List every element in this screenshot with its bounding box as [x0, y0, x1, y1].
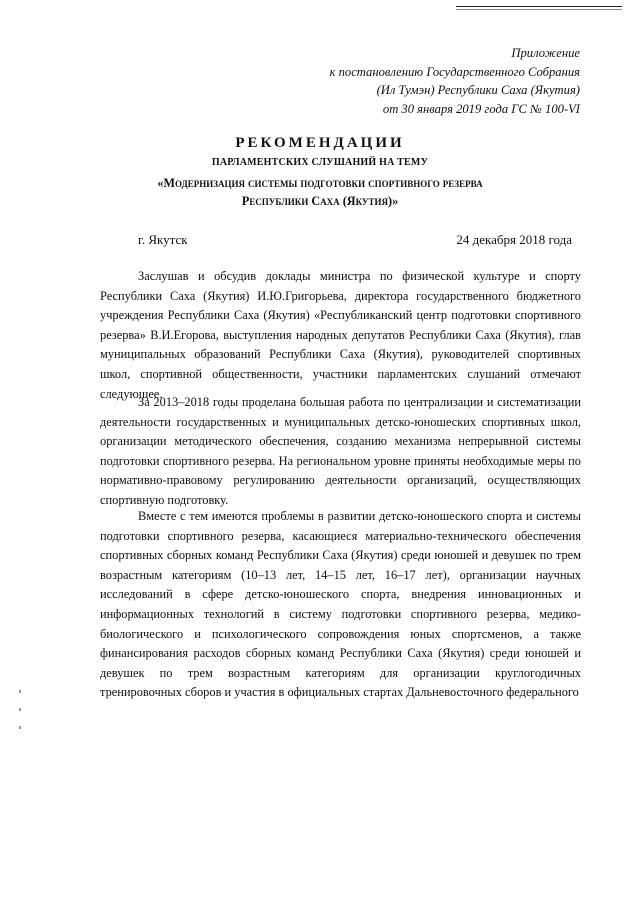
document-title: РЕКОМЕНДАЦИИ — [235, 135, 405, 151]
document-topic-line-2: Республики Саха (Якутия)» — [241, 194, 399, 208]
scan-header-line — [456, 6, 622, 7]
scan-header-line — [456, 9, 622, 10]
body-paragraph-2 — [100, 393, 581, 511]
document-subtitle: ПАРЛАМЕНТСКИХ СЛУШАНИЙ НА ТЕМУ — [211, 157, 429, 168]
appendix-resolution: к постановлению Государственного Собрания — [329, 64, 580, 79]
scan-artifact — [19, 690, 21, 693]
paragraph-text: Вместе с тем имеются проблемы в развитии детско-юношеского спорта и системы подготовки спортивного резерва, касающиеся материально-технического обеспечения спортивных сборных команд Республики Саха (Якутия) среди юношей и девушек по трем возрастным категориям (10–13 лет, 14–15 лет, 16–17 лет), организации научных исследований в сфере детско-юношеского спорта, внедрения инновационных и информационных технологий в систему подготовки спортивного резерва, медико-биологического и психологического сопровождения юных спортсменов, а также финансирования расходов сборных команд Республики Саха (Якутия) среди юношей и девушек по трем возрастным категориям для организации круглогодичных тренировочных сборов и участия в официальных стартах Дальневосточного федерального — [100, 509, 581, 700]
document-place: г. Якутск — [138, 232, 188, 247]
appendix-assembly: (Ил Тумэн) Республики Саха (Якутия) — [376, 83, 580, 97]
appendix-label: Приложение — [511, 46, 580, 60]
scan-artifact — [19, 726, 21, 729]
document-topic-line-1: «Модернизация системы подготовки спортивного резерва — [157, 176, 483, 190]
paragraph-text: За 2013–2018 годы проделана большая работа по централизации и систематизации деятельности государственных и муниципальных детско-юношеских спортивных школ, организации методического обеспечения, созданию механизма непрерывной системы подготовки спортивного резерва. На региональном уровне приняты необходимые меры по нормативно-правовому регулированию деятельности организаций, осуществляющих спортивную подготовку. — [100, 395, 581, 507]
scan-artifact — [19, 708, 21, 711]
appendix-date-number: от 30 января 2019 года ГС № 100-VI — [382, 101, 580, 116]
body-paragraph-3 — [100, 507, 581, 703]
document-date: 24 декабря 2018 года — [456, 232, 572, 247]
paragraph-text: Заслушав и обсудив доклады министра по физической культуре и спорту Республики Саха (Якутия) И.Ю.Григорьева, директора государственного бюджетного учреждения Республики Саха (Якутия) «Республиканский центр подготовки спортивного резерва» В.И.Егорова, выступления народных депутатов Республики Саха (Якутия), глав муниципальных образований Республики Саха (Якутия), руководителей спортивных школ, спортивной общественности, участники парламентских слушаний отмечают следующее. — [100, 269, 581, 401]
appendix-block — [330, 44, 580, 118]
body-paragraph-1 — [100, 267, 581, 404]
